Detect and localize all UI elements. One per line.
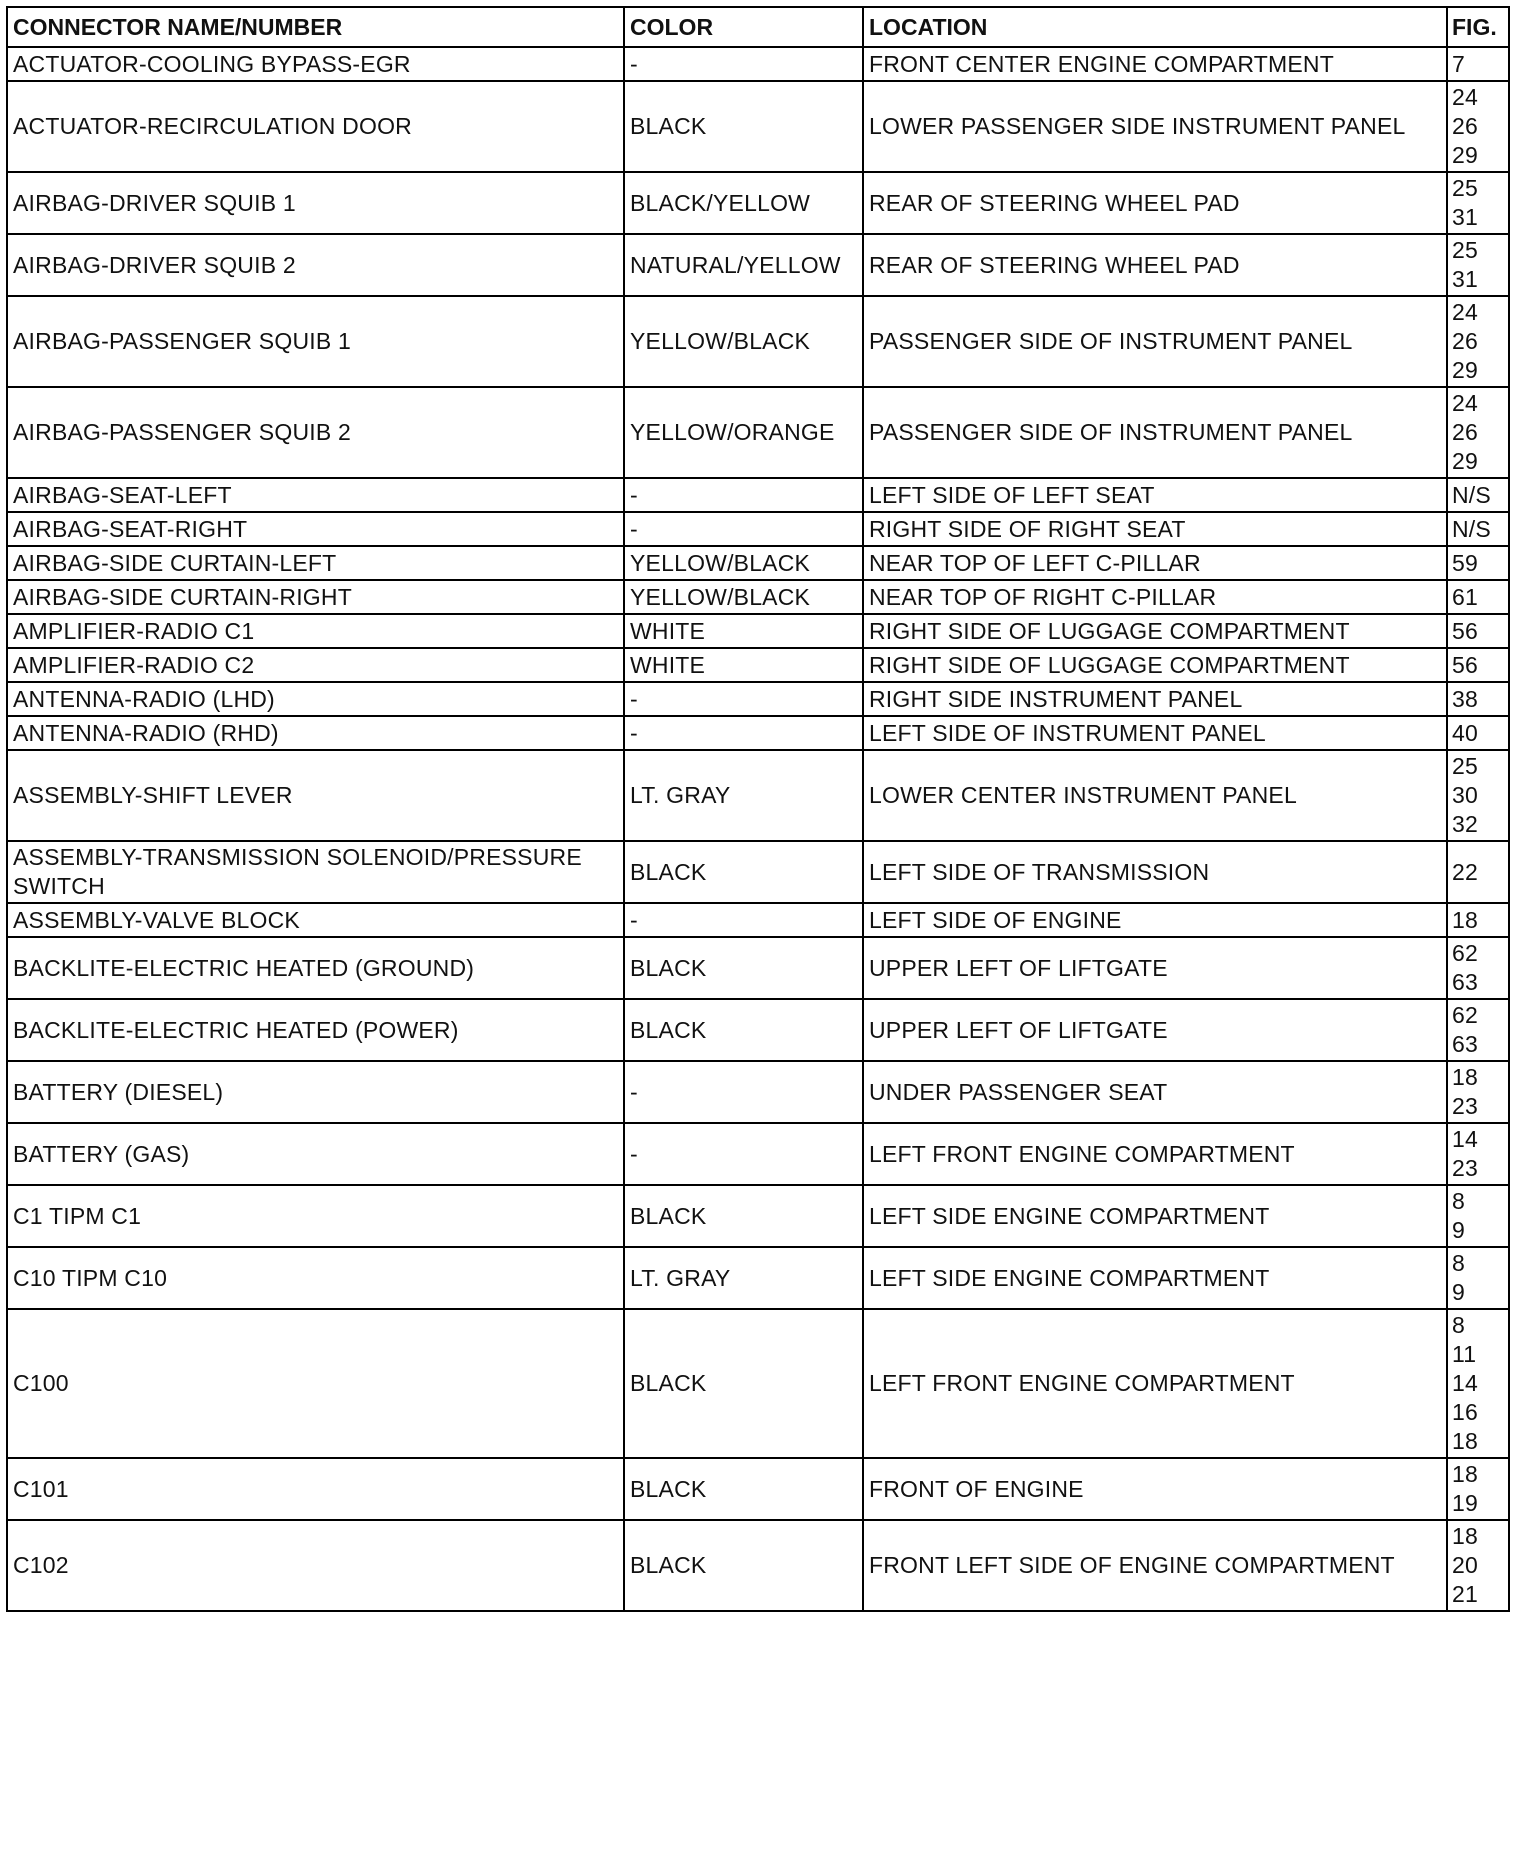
connector-name-cell: AMPLIFIER-RADIO C1 (7, 614, 624, 648)
connector-name-cell: AIRBAG-PASSENGER SQUIB 2 (7, 387, 624, 478)
color-cell: - (624, 512, 863, 546)
fig-number: 8 (1452, 1312, 1465, 1338)
fig-number: 32 (1452, 811, 1478, 837)
location-cell: REAR OF STEERING WHEEL PAD (863, 234, 1447, 296)
fig-cell (1447, 1458, 1509, 1520)
fig-number: 18 (1452, 1523, 1478, 1549)
location-cell: FRONT OF ENGINE (863, 1458, 1447, 1520)
fig-number: 24 (1452, 299, 1478, 325)
header-color: COLOR (624, 7, 863, 47)
fig-cell (1447, 1185, 1509, 1247)
location-cell: LEFT SIDE OF ENGINE (863, 903, 1447, 937)
connector-name-cell: AIRBAG-SEAT-RIGHT (7, 512, 624, 546)
color-cell: BLACK (624, 1309, 863, 1458)
color-cell: - (624, 716, 863, 750)
table-row (7, 999, 1509, 1061)
location-cell: LEFT SIDE ENGINE COMPARTMENT (863, 1185, 1447, 1247)
fig-number: 8 (1452, 1188, 1465, 1214)
table-row (7, 614, 1509, 648)
fig-number: 40 (1452, 719, 1478, 746)
fig-number: 26 (1452, 328, 1478, 354)
fig-cell (1447, 648, 1509, 682)
fig-cell (1447, 1061, 1509, 1123)
fig-number: 25 (1452, 753, 1478, 779)
connector-name-cell: AIRBAG-DRIVER SQUIB 1 (7, 172, 624, 234)
fig-number: 19 (1452, 1490, 1478, 1516)
color-cell: YELLOW/BLACK (624, 546, 863, 580)
location-cell: RIGHT SIDE OF RIGHT SEAT (863, 512, 1447, 546)
location-cell: LOWER PASSENGER SIDE INSTRUMENT PANEL (863, 81, 1447, 172)
connector-location-table (6, 6, 1510, 1612)
fig-cell (1447, 47, 1509, 81)
connector-name-cell: C100 (7, 1309, 624, 1458)
fig-cell (1447, 512, 1509, 546)
location-cell: LEFT FRONT ENGINE COMPARTMENT (863, 1123, 1447, 1185)
connector-name-cell: BACKLITE-ELECTRIC HEATED (GROUND) (7, 937, 624, 999)
fig-cell (1447, 546, 1509, 580)
fig-cell (1447, 750, 1509, 841)
fig-number: 11 (1452, 1341, 1477, 1367)
fig-number: N/S (1452, 481, 1491, 508)
color-cell: LT. GRAY (624, 1247, 863, 1309)
connector-name-cell: AIRBAG-SIDE CURTAIN-RIGHT (7, 580, 624, 614)
location-cell: RIGHT SIDE INSTRUMENT PANEL (863, 682, 1447, 716)
location-cell: LEFT SIDE ENGINE COMPARTMENT (863, 1247, 1447, 1309)
table-row (7, 903, 1509, 937)
fig-number: 62 (1452, 940, 1478, 966)
table-row (7, 1185, 1509, 1247)
color-cell: WHITE (624, 648, 863, 682)
location-cell: LEFT SIDE OF TRANSMISSION (863, 841, 1447, 903)
fig-number: 25 (1452, 237, 1478, 263)
fig-number: 30 (1452, 782, 1478, 808)
fig-number: 22 (1452, 858, 1478, 885)
table-row (7, 478, 1509, 512)
table-row (7, 1123, 1509, 1185)
location-cell: LEFT SIDE OF INSTRUMENT PANEL (863, 716, 1447, 750)
location-cell: UPPER LEFT OF LIFTGATE (863, 999, 1447, 1061)
table-body (7, 47, 1509, 1611)
table-row (7, 296, 1509, 387)
fig-cell (1447, 716, 1509, 750)
table-row (7, 512, 1509, 546)
fig-number: 56 (1452, 617, 1478, 644)
location-cell: REAR OF STEERING WHEEL PAD (863, 172, 1447, 234)
fig-cell (1447, 903, 1509, 937)
fig-number: 31 (1452, 266, 1478, 292)
table-row (7, 546, 1509, 580)
fig-number: 63 (1452, 969, 1478, 995)
connector-name-cell: C1 TIPM C1 (7, 1185, 624, 1247)
fig-cell (1447, 682, 1509, 716)
color-cell: - (624, 478, 863, 512)
fig-number: 61 (1452, 583, 1478, 610)
fig-number: 25 (1452, 175, 1478, 201)
fig-number: 38 (1452, 685, 1478, 712)
connector-name-cell: ACTUATOR-COOLING BYPASS-EGR (7, 47, 624, 81)
color-cell: BLACK (624, 81, 863, 172)
fig-number: 14 (1452, 1126, 1478, 1152)
table-header (7, 7, 1509, 47)
location-cell: FRONT CENTER ENGINE COMPARTMENT (863, 47, 1447, 81)
table-row (7, 682, 1509, 716)
table-row (7, 1458, 1509, 1520)
fig-cell (1447, 614, 1509, 648)
color-cell: BLACK/YELLOW (624, 172, 863, 234)
table-row (7, 172, 1509, 234)
fig-number: 18 (1452, 1428, 1478, 1454)
color-cell: BLACK (624, 1185, 863, 1247)
fig-number: 14 (1452, 1370, 1478, 1396)
table-row (7, 750, 1509, 841)
fig-number: 23 (1452, 1093, 1478, 1119)
connector-name-cell: ACTUATOR-RECIRCULATION DOOR (7, 81, 624, 172)
table-row (7, 1520, 1509, 1611)
table-row (7, 937, 1509, 999)
table-row (7, 81, 1509, 172)
color-cell: YELLOW/BLACK (624, 296, 863, 387)
color-cell: BLACK (624, 999, 863, 1061)
header-connector-name: CONNECTOR NAME/NUMBER (7, 7, 624, 47)
fig-cell (1447, 1520, 1509, 1611)
connector-name-cell: C10 TIPM C10 (7, 1247, 624, 1309)
fig-number: 16 (1452, 1399, 1478, 1425)
table-row (7, 648, 1509, 682)
color-cell: - (624, 1123, 863, 1185)
color-cell: LT. GRAY (624, 750, 863, 841)
color-cell: YELLOW/BLACK (624, 580, 863, 614)
header-location: LOCATION (863, 7, 1447, 47)
table-row (7, 716, 1509, 750)
table-row (7, 387, 1509, 478)
fig-number: 7 (1452, 50, 1465, 77)
fig-number: 9 (1452, 1279, 1465, 1305)
fig-number: 23 (1452, 1155, 1478, 1181)
fig-cell (1447, 937, 1509, 999)
fig-cell (1447, 1123, 1509, 1185)
connector-name-cell: ASSEMBLY-VALVE BLOCK (7, 903, 624, 937)
connector-name-cell: AIRBAG-SEAT-LEFT (7, 478, 624, 512)
color-cell: - (624, 903, 863, 937)
fig-number: 26 (1452, 419, 1478, 445)
connector-name-cell: C102 (7, 1520, 624, 1611)
location-cell: LEFT SIDE OF LEFT SEAT (863, 478, 1447, 512)
fig-cell (1447, 81, 1509, 172)
location-cell: LOWER CENTER INSTRUMENT PANEL (863, 750, 1447, 841)
location-cell: PASSENGER SIDE OF INSTRUMENT PANEL (863, 387, 1447, 478)
fig-number: 8 (1452, 1250, 1465, 1276)
color-cell: - (624, 47, 863, 81)
connector-name-cell: BATTERY (DIESEL) (7, 1061, 624, 1123)
color-cell: WHITE (624, 614, 863, 648)
location-cell: UPPER LEFT OF LIFTGATE (863, 937, 1447, 999)
connector-name-cell: AMPLIFIER-RADIO C2 (7, 648, 624, 682)
color-cell: BLACK (624, 841, 863, 903)
fig-number: 24 (1452, 390, 1478, 416)
location-cell: PASSENGER SIDE OF INSTRUMENT PANEL (863, 296, 1447, 387)
fig-number: 31 (1452, 204, 1478, 230)
fig-number: 20 (1452, 1552, 1478, 1578)
fig-number: 56 (1452, 651, 1478, 678)
location-cell: UNDER PASSENGER SEAT (863, 1061, 1447, 1123)
fig-cell (1447, 1247, 1509, 1309)
connector-name-cell: ASSEMBLY-TRANSMISSION SOLENOID/PRESSURE SWITCH (7, 841, 624, 903)
color-cell: - (624, 682, 863, 716)
fig-cell (1447, 478, 1509, 512)
fig-cell (1447, 1309, 1509, 1458)
table-row (7, 841, 1509, 903)
connector-name-cell: C101 (7, 1458, 624, 1520)
fig-number: 18 (1452, 906, 1478, 933)
fig-number: 26 (1452, 113, 1478, 139)
fig-number: 24 (1452, 84, 1478, 110)
location-cell: LEFT FRONT ENGINE COMPARTMENT (863, 1309, 1447, 1458)
color-cell: - (624, 1061, 863, 1123)
connector-name-cell: BACKLITE-ELECTRIC HEATED (POWER) (7, 999, 624, 1061)
fig-number: N/S (1452, 515, 1491, 542)
fig-cell (1447, 172, 1509, 234)
location-cell: RIGHT SIDE OF LUGGAGE COMPARTMENT (863, 614, 1447, 648)
color-cell: BLACK (624, 1458, 863, 1520)
color-cell: BLACK (624, 937, 863, 999)
color-cell: NATURAL/YELLOW (624, 234, 863, 296)
fig-cell (1447, 841, 1509, 903)
fig-number: 59 (1452, 549, 1478, 576)
fig-number: 62 (1452, 1002, 1478, 1028)
location-cell: NEAR TOP OF LEFT C-PILLAR (863, 546, 1447, 580)
fig-cell (1447, 580, 1509, 614)
fig-number: 9 (1452, 1217, 1465, 1243)
table-row (7, 1061, 1509, 1123)
connector-name-cell: BATTERY (GAS) (7, 1123, 624, 1185)
fig-cell (1447, 234, 1509, 296)
fig-number: 29 (1452, 448, 1478, 474)
color-cell: YELLOW/ORANGE (624, 387, 863, 478)
header-fig: FIG. (1447, 7, 1509, 47)
table-row (7, 1309, 1509, 1458)
connector-name-cell: ASSEMBLY-SHIFT LEVER (7, 750, 624, 841)
connector-name-cell: ANTENNA-RADIO (LHD) (7, 682, 624, 716)
fig-cell (1447, 296, 1509, 387)
table-row (7, 1247, 1509, 1309)
location-cell: FRONT LEFT SIDE OF ENGINE COMPARTMENT (863, 1520, 1447, 1611)
connector-name-cell: AIRBAG-PASSENGER SQUIB 1 (7, 296, 624, 387)
connector-name-cell: AIRBAG-SIDE CURTAIN-LEFT (7, 546, 624, 580)
header-row (7, 7, 1509, 47)
fig-number: 63 (1452, 1031, 1478, 1057)
fig-cell (1447, 999, 1509, 1061)
table-row (7, 234, 1509, 296)
location-cell: RIGHT SIDE OF LUGGAGE COMPARTMENT (863, 648, 1447, 682)
table-row (7, 47, 1509, 81)
fig-number: 21 (1452, 1581, 1478, 1607)
table-row (7, 580, 1509, 614)
fig-number: 29 (1452, 142, 1478, 168)
fig-cell (1447, 387, 1509, 478)
fig-number: 29 (1452, 357, 1478, 383)
connector-name-cell: ANTENNA-RADIO (RHD) (7, 716, 624, 750)
color-cell: BLACK (624, 1520, 863, 1611)
connector-name-cell: AIRBAG-DRIVER SQUIB 2 (7, 234, 624, 296)
fig-number: 18 (1452, 1461, 1478, 1487)
location-cell: NEAR TOP OF RIGHT C-PILLAR (863, 580, 1447, 614)
fig-number: 18 (1452, 1064, 1478, 1090)
